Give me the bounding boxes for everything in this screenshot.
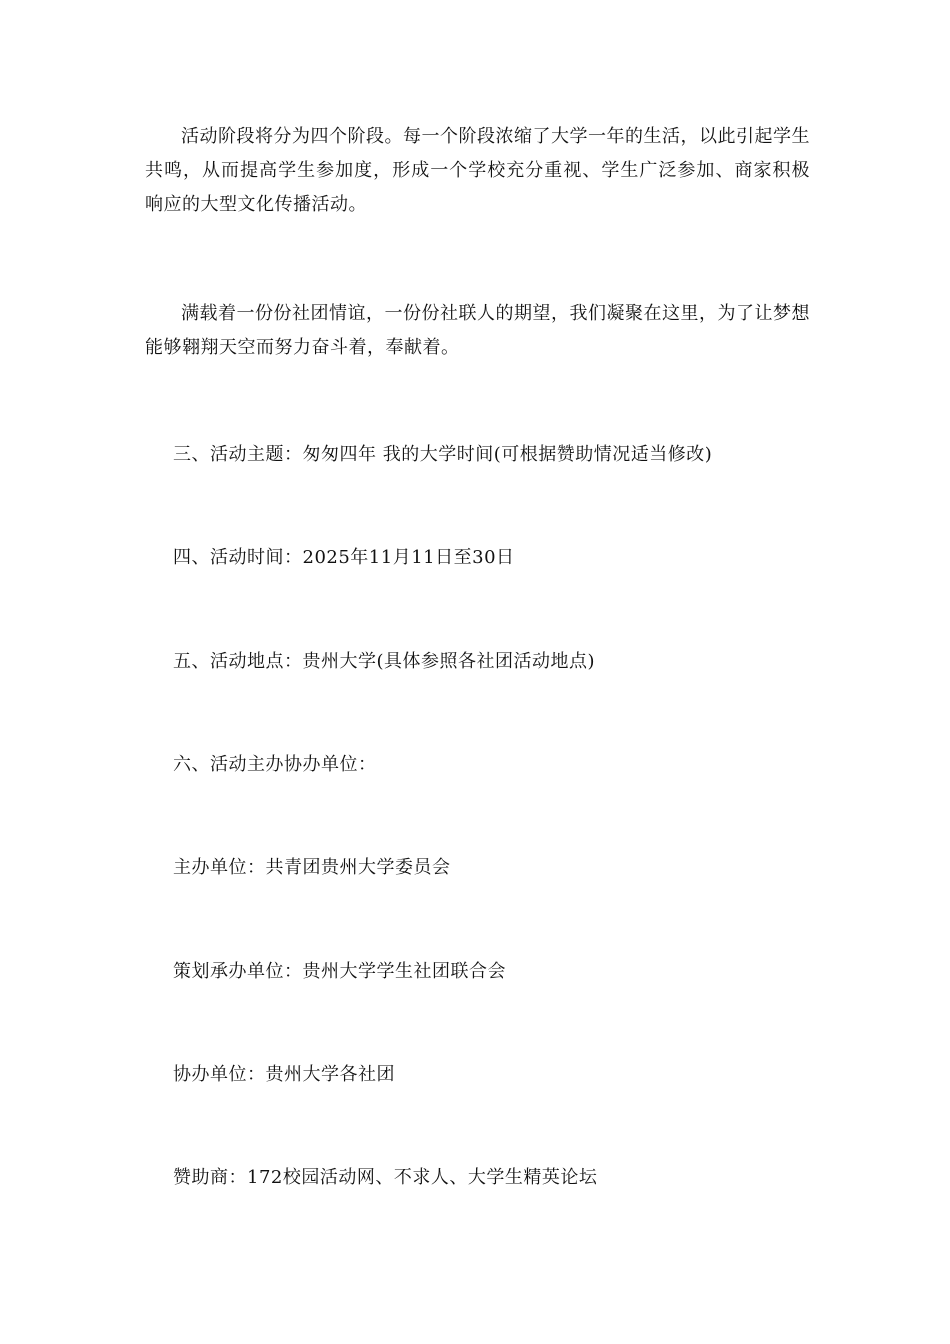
paragraph-activity-stages: 活动阶段将分为四个阶段。每一个阶段浓缩了大学一年的生活，以此引起学生共鸣，从而提高学生参加度，形成一个学校充分重视、学生广泛参加、商家积极响应的大型文化传播活动。 (145, 126, 810, 215)
organizer-co-host: 协办单位：贵州大学各社团 (173, 1064, 395, 1085)
section-activity-theme: 三、活动主题：匆匆四年 我的大学时间(可根据赞助情况适当修改) (173, 444, 713, 465)
section-activity-time: 四、活动时间：2025年11月11日至30日 (173, 547, 515, 568)
organizer-planner: 策划承办单位：贵州大学学生社团联合会 (173, 961, 506, 982)
organizer-host: 主办单位：共青团贵州大学委员会 (173, 857, 451, 878)
paragraph-club-friendship: 满载着一份份社团情谊，一份份社联人的期望，我们凝聚在这里，为了让梦想能够翱翔天空而努力奋斗着，奉献着。 (145, 303, 810, 358)
section-organizers-heading: 六、活动主办协办单位： (173, 754, 377, 775)
section-activity-location: 五、活动地点：贵州大学(具体参照各社团活动地点) (173, 651, 596, 672)
organizer-sponsors: 赞助商：172校园活动网、不求人、大学生精英论坛 (173, 1167, 598, 1188)
